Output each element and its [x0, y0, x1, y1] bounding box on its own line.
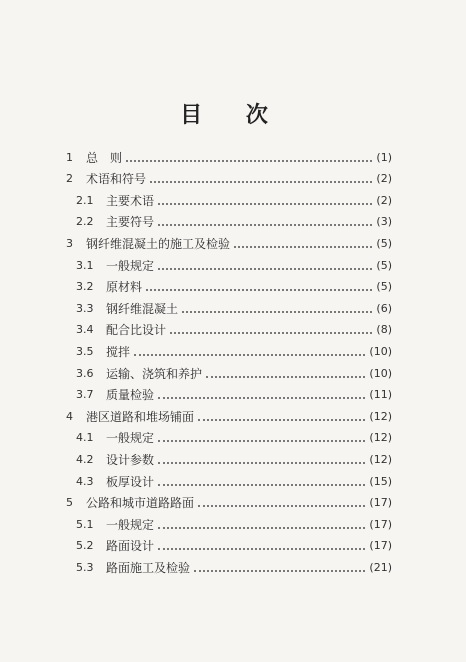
toc-entry-page-number: (12) [369, 452, 392, 466]
toc-entry-number: 3.1 [76, 258, 94, 272]
toc-dot-leader [150, 180, 372, 183]
toc-dot-leader [182, 310, 372, 313]
toc-entry-page-number: (15) [369, 474, 392, 488]
toc-entry[interactable] [66, 232, 392, 254]
toc-entry-page-number: (12) [369, 409, 392, 423]
toc-entry-number: 2 [66, 172, 73, 186]
toc-entry[interactable] [76, 297, 392, 319]
toc-entry[interactable] [76, 340, 392, 362]
toc-entry-page-number: (3) [376, 215, 392, 229]
toc-entry-label: 公路和城市道路路面 [86, 496, 195, 511]
toc-dot-leader [198, 504, 365, 507]
toc-entry-page-number: (17) [369, 496, 392, 510]
toc-entry-number: 5.2 [76, 539, 94, 553]
toc-entry-label: 主要术语 [106, 193, 155, 208]
toc-dot-leader [234, 245, 372, 248]
toc-entry-number: 3.3 [76, 301, 94, 315]
toc-dot-leader [134, 353, 365, 356]
toc-entry-page-number: (2) [376, 193, 392, 207]
toc-dot-leader [146, 288, 372, 291]
page-title: 目 次 [180, 103, 286, 128]
toc-entry-label: 总 则 [86, 150, 123, 165]
toc-entry-page-number: (1) [376, 150, 392, 164]
toc-entry-number: 5.3 [76, 560, 94, 574]
toc-dot-leader [158, 396, 365, 399]
toc-dot-leader [158, 547, 365, 550]
toc-dot-leader [158, 202, 372, 205]
toc-entry-number: 2.2 [76, 215, 94, 229]
toc-dot-leader [198, 418, 365, 421]
toc-entry-label: 配合比设计 [106, 323, 167, 338]
toc-entry[interactable] [76, 254, 392, 276]
toc-entry-label: 设计参数 [106, 452, 155, 467]
toc-entry[interactable] [66, 168, 392, 190]
toc-entry-label: 术语和符号 [86, 172, 147, 187]
toc-entry-number: 4 [66, 409, 73, 423]
toc-entry-label: 一般规定 [106, 517, 155, 532]
toc-entry-page-number: (17) [369, 539, 392, 553]
toc-dot-leader [206, 375, 365, 378]
toc-entry-page-number: (2) [376, 172, 392, 186]
toc-dot-leader [158, 461, 365, 464]
toc-entry[interactable] [66, 146, 392, 168]
toc-entry-label: 一般规定 [106, 258, 155, 273]
toc-entry-label: 主要符号 [106, 215, 155, 230]
toc-dot-leader [170, 331, 372, 334]
toc-dot-leader [158, 526, 365, 529]
toc-entry-number: 3.6 [76, 366, 94, 380]
toc-entry-label: 路面施工及检验 [106, 560, 191, 575]
toc-entry-number: 3.4 [76, 323, 94, 337]
toc-entry-number: 3.5 [76, 344, 94, 358]
toc-entry-page-number: (11) [369, 388, 392, 402]
toc-entry[interactable] [76, 189, 392, 211]
toc-entry[interactable] [76, 427, 392, 449]
toc-entry-label: 板厚设计 [106, 474, 155, 489]
toc-entry-label: 一般规定 [106, 431, 155, 446]
toc-entry-number: 4.1 [76, 431, 94, 445]
toc-entry-label: 钢纤维混凝土 [106, 301, 179, 316]
toc-entry[interactable] [76, 448, 392, 470]
toc-entry-page-number: (5) [376, 236, 392, 250]
toc-dot-leader [158, 267, 372, 270]
toc-entry[interactable] [66, 492, 392, 514]
toc-entry-page-number: (10) [369, 366, 392, 380]
toc-entry-number: 2.1 [76, 193, 94, 207]
toc-entry[interactable] [76, 535, 392, 557]
toc-entry-number: 1 [66, 150, 73, 164]
toc-dot-leader [158, 223, 372, 226]
toc-entry-number: 4.3 [76, 474, 94, 488]
toc-entry-number: 4.2 [76, 452, 94, 466]
toc-entry-page-number: (5) [376, 258, 392, 272]
toc-entry-page-number: (21) [369, 560, 392, 574]
toc-dot-leader [194, 569, 365, 572]
toc-dot-leader [158, 439, 365, 442]
toc-entry-page-number: (8) [376, 323, 392, 337]
toc-dot-leader [158, 483, 365, 486]
toc-entry-number: 3 [66, 236, 73, 250]
toc-entry-number: 3.7 [76, 388, 94, 402]
toc-entry[interactable] [76, 470, 392, 492]
toc-entry-number: 3.2 [76, 280, 94, 294]
toc-entry-label: 质量检验 [106, 388, 155, 403]
toc-entry-label: 运输、浇筑和养护 [106, 366, 203, 381]
toc-entry[interactable] [76, 513, 392, 535]
toc-entry-label: 原材料 [106, 280, 143, 295]
toc-entry[interactable] [66, 405, 392, 427]
toc-entry[interactable] [76, 384, 392, 406]
toc-entry-number: 5 [66, 496, 73, 510]
toc-entry[interactable] [76, 276, 392, 298]
toc-entry-label: 搅拌 [106, 344, 131, 359]
toc-dot-leader [126, 159, 372, 162]
toc-entry[interactable] [76, 211, 392, 233]
toc-entry-number: 5.1 [76, 517, 94, 531]
toc-entry-label: 港区道路和堆场铺面 [86, 409, 195, 424]
toc-entry[interactable] [76, 319, 392, 341]
toc-entry-label: 钢纤维混凝土的施工及检验 [86, 236, 231, 251]
toc-entry-label: 路面设计 [106, 539, 155, 554]
toc-entry-page-number: (10) [369, 344, 392, 358]
toc-entry[interactable] [76, 362, 392, 384]
toc-entry-page-number: (6) [376, 301, 392, 315]
toc-entry-page-number: (5) [376, 280, 392, 294]
toc-entry[interactable] [76, 556, 392, 578]
toc-entry-page-number: (12) [369, 431, 392, 445]
toc-entry-page-number: (17) [369, 517, 392, 531]
